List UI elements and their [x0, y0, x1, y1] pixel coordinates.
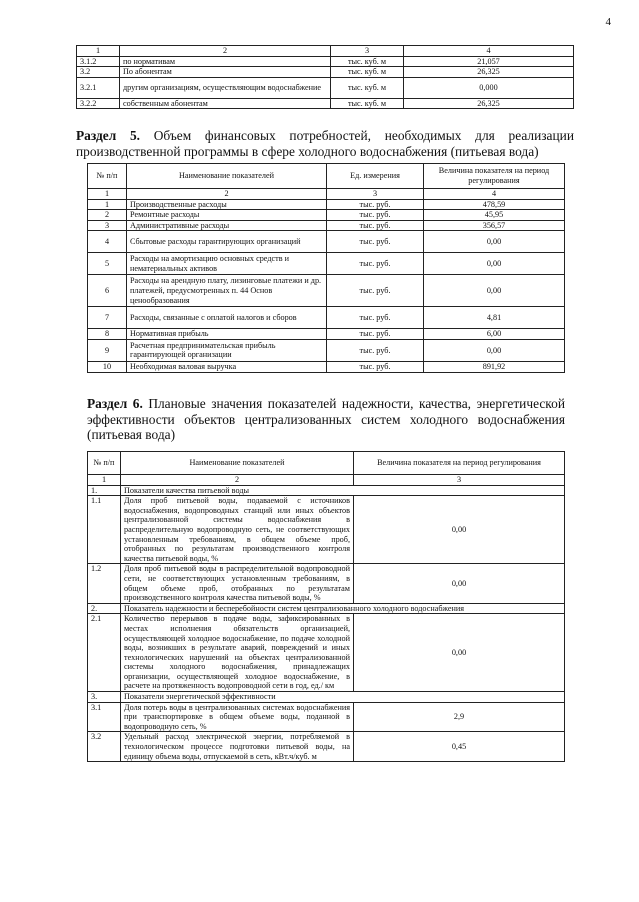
table-row [88, 275, 565, 307]
row-value: 478,59 [424, 199, 565, 210]
section-title: Объем финансовых потребностей, необходимых для реализации производственной программы в сфере холодного водоснабжения (питьевая вода) [76, 128, 574, 159]
table-row [88, 496, 565, 564]
table-row [77, 98, 574, 109]
section-6-heading [87, 396, 565, 443]
row-number: 3.2.2 [77, 98, 120, 109]
row-number: 1. [88, 485, 121, 496]
row-value: 0,00 [424, 253, 565, 275]
header-cell: Наименование показателей [127, 164, 327, 189]
table-row [88, 210, 565, 221]
row-label: Ремонтные расходы [127, 210, 327, 221]
col-number: 2 [121, 475, 354, 486]
row-value: 0,00 [354, 564, 565, 603]
col-number: 3 [354, 475, 565, 486]
row-number: 1 [88, 199, 127, 210]
section-title: Плановые значения показателей надежности, качества, энергетической эффективности объектов централизованных систем холодного водоснабжения (питьевая вода) [87, 396, 565, 442]
header-cell: Величина показателя на период регулирования [424, 164, 565, 189]
row-label: собственным абонентам [120, 98, 331, 109]
col-number: 2 [127, 189, 327, 200]
table-header-row [88, 452, 565, 475]
row-unit: тыс. руб. [327, 210, 424, 221]
row-unit: тыс. куб. м [331, 98, 404, 109]
row-unit: тыс. куб. м [331, 56, 404, 67]
row-number: 3.1 [88, 702, 121, 732]
row-label: Количество перерывов в подаче воды, зафиксированных в местах исполнения обязательств организацией, осуществляющей холодное водоснабжение, по подаче холодной воды, возникших в результате аварий, повреждений и иных технологических нарушений на объектах централизованной системы холодного водоснабжения, принадлежащих организации, осуществляющей холодное водоснабжение, в расчете на протяженность водопроводной сети в год, ед./ км [121, 614, 354, 692]
row-number: 10 [88, 361, 127, 372]
row-value: 4,81 [424, 307, 565, 329]
row-value: 0,00 [424, 339, 565, 361]
row-label: Производственные расходы [127, 199, 327, 210]
table-financial-needs [87, 163, 565, 373]
row-value: 0,00 [354, 496, 565, 564]
table-water-volumes [76, 45, 574, 109]
row-unit: тыс. руб. [327, 361, 424, 372]
row-label: Доля потерь воды в централизованных системах водоснабжения при транспортировке в общем объеме воды, поданной в водопроводную сеть, % [121, 702, 354, 732]
table-row [77, 77, 574, 98]
row-number: 3. [88, 692, 121, 703]
row-value: 2,9 [354, 702, 565, 732]
row-unit: тыс. куб. м [331, 77, 404, 98]
row-number: 2.1 [88, 614, 121, 692]
row-number: 3.2.1 [77, 77, 120, 98]
row-label: другим организациям, осуществляющим водоснабжение [120, 77, 331, 98]
column-number-row [88, 189, 565, 200]
header-cell: Величина показателя на период регулирования [354, 452, 565, 475]
row-label: Расходы на арендную плату, лизинговые платежи и др. платежей, предусмотренных п. 44 Основ ценообразования [127, 275, 327, 307]
row-unit: тыс. руб. [327, 220, 424, 231]
section-5-heading [76, 128, 574, 159]
row-value: 26,325 [404, 67, 574, 78]
row-value: 0,00 [424, 231, 565, 253]
group-row [88, 692, 565, 703]
row-value: 891,92 [424, 361, 565, 372]
row-label: Расходы, связанные с оплатой налогов и сборов [127, 307, 327, 329]
row-number: 6 [88, 275, 127, 307]
col-number: 1 [88, 475, 121, 486]
header-cell: Наименование показателей [121, 452, 354, 475]
row-number: 3.2 [88, 732, 121, 762]
column-number-row [88, 475, 565, 486]
section-label: Раздел 6. [87, 396, 143, 411]
table-row [77, 56, 574, 67]
row-number: 7 [88, 307, 127, 329]
row-label: Нормативная прибыль [127, 329, 327, 340]
col-number: 1 [88, 189, 127, 200]
row-label: Доля проб питьевой воды, подаваемой с источников водоснабжения, водопроводных станций или иных объектов централизованной системы водоснабжения в распределительную водопроводную сеть, не соответствующих установленным требованиям, в общем объеме проб, отобранных по результатам производственного контроля качества питьевой воды, % [121, 496, 354, 564]
col-number: 4 [404, 46, 574, 57]
table-row [88, 339, 565, 361]
row-value: 26,325 [404, 98, 574, 109]
row-unit: тыс. руб. [327, 329, 424, 340]
row-number: 8 [88, 329, 127, 340]
row-number: 3 [88, 220, 127, 231]
header-cell: № п/п [88, 452, 121, 475]
row-number: 2. [88, 603, 121, 614]
row-label: Удельный расход электрической энергии, потребляемой в технологическом процессе подготовки питьевой воды, на единицу объема воды, отпускаемой в сеть, кВт.ч/куб. м [121, 732, 354, 762]
table-row [88, 231, 565, 253]
table-row [88, 732, 565, 762]
row-value: 0,45 [354, 732, 565, 762]
header-cell: Ед. измерения [327, 164, 424, 189]
row-value: 0,000 [404, 77, 574, 98]
row-label: По абонентам [120, 67, 331, 78]
row-unit: тыс. руб. [327, 253, 424, 275]
page-number: 4 [605, 16, 611, 28]
row-value: 21,057 [404, 56, 574, 67]
row-label: Необходимая валовая выручка [127, 361, 327, 372]
row-unit: тыс. руб. [327, 199, 424, 210]
table-row [77, 67, 574, 78]
section-label: Раздел 5. [76, 128, 140, 143]
row-value: 356,57 [424, 220, 565, 231]
group-row [88, 485, 565, 496]
table-row [88, 220, 565, 231]
table-row [88, 564, 565, 603]
col-number: 3 [331, 46, 404, 57]
table-header-row [88, 164, 565, 189]
row-label: по нормативам [120, 56, 331, 67]
group-title: Показатели энергетической эффективности [121, 692, 565, 703]
row-number: 1.2 [88, 564, 121, 603]
table-row [88, 702, 565, 732]
row-number: 4 [88, 231, 127, 253]
col-number: 3 [327, 189, 424, 200]
table-header-row [77, 46, 574, 57]
row-label: Сбытовые расходы гарантирующих организаций [127, 231, 327, 253]
row-label: Доля проб питьевой воды в распределительной водопроводной сети, не соответствующих установленным требованиям, в общем объеме проб, отобранных по результатам производственного контроля качества питьевой воды, % [121, 564, 354, 603]
row-number: 2 [88, 210, 127, 221]
row-number: 9 [88, 339, 127, 361]
col-number: 2 [120, 46, 331, 57]
group-title: Показатель надежности и бесперебойности систем централизованного холодного водоснабжения [121, 603, 565, 614]
row-number: 3.1.2 [77, 56, 120, 67]
group-title: Показатели качества питьевой воды [121, 485, 565, 496]
row-unit: тыс. руб. [327, 231, 424, 253]
table-row [88, 329, 565, 340]
row-label: Расчетная предпринимательская прибыль гарантирующей организации [127, 339, 327, 361]
row-label: Административные расходы [127, 220, 327, 231]
row-unit: тыс. руб. [327, 339, 424, 361]
table-row [88, 253, 565, 275]
row-value: 6,00 [424, 329, 565, 340]
row-number: 5 [88, 253, 127, 275]
col-number: 4 [424, 189, 565, 200]
row-value: 0,00 [354, 614, 565, 692]
table-row [88, 614, 565, 692]
table-row [88, 361, 565, 372]
table-row [88, 199, 565, 210]
row-number: 3.2 [77, 67, 120, 78]
row-value: 0,00 [424, 275, 565, 307]
row-number: 1.1 [88, 496, 121, 564]
table-reliability-indicators [87, 451, 565, 762]
row-unit: тыс. руб. [327, 307, 424, 329]
col-number: 1 [77, 46, 120, 57]
row-unit: тыс. куб. м [331, 67, 404, 78]
header-cell: № п/п [88, 164, 127, 189]
row-label: Расходы на амортизацию основных средств и нематериальных активов [127, 253, 327, 275]
row-value: 45,95 [424, 210, 565, 221]
row-unit: тыс. руб. [327, 275, 424, 307]
table-row [88, 307, 565, 329]
group-row [88, 603, 565, 614]
